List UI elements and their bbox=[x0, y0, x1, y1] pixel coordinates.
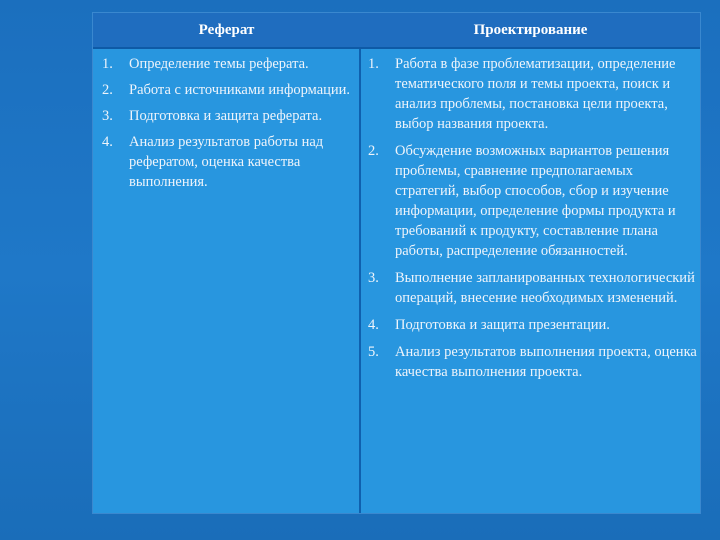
list-item-number: 3. bbox=[102, 108, 113, 124]
list-item-number: 2. bbox=[368, 143, 379, 159]
list-item-number: 4. bbox=[368, 317, 379, 333]
list-item bbox=[368, 141, 698, 261]
referat-steps-list bbox=[102, 54, 358, 198]
project-steps-list bbox=[368, 54, 698, 389]
list-item-text: Подготовка и защита реферата. bbox=[129, 108, 323, 124]
list-item-number: 1. bbox=[102, 56, 113, 72]
list-item-text: Обсуждение возможных вариантов решения проблемы, сравнение предполагаемых стратегий, выбор способов, сбор и изучение информации, определение формы продукта и требований к продукту, составление плана работы, распределение обязанностей. bbox=[395, 143, 676, 259]
list-item-text: Выполнение запланированных технологический операций, внесение необходимых изменений. bbox=[395, 270, 695, 306]
list-item bbox=[102, 106, 358, 126]
list-item-number: 2. bbox=[102, 82, 113, 98]
list-item bbox=[368, 268, 698, 308]
list-item-text: Анализ результатов выполнения проекта, оценка качества выполнения проекта. bbox=[395, 344, 697, 380]
list-item-text: Подготовка и защита презентации. bbox=[395, 317, 610, 333]
list-item-number: 4. bbox=[102, 134, 113, 150]
list-item-number: 5. bbox=[368, 344, 379, 360]
list-item bbox=[102, 80, 358, 100]
column-header-proektirovanie: Проектирование bbox=[473, 22, 588, 38]
list-item-text: Определение темы реферата. bbox=[129, 56, 309, 72]
list-item bbox=[102, 54, 358, 74]
list-item bbox=[368, 342, 698, 382]
list-item-number: 1. bbox=[368, 56, 379, 72]
column-header-referat: Реферат bbox=[198, 22, 255, 38]
list-item-text: Анализ результатов работы над рефератом, оценка качества выполнения. bbox=[129, 134, 324, 190]
list-item bbox=[102, 132, 358, 192]
list-item-text: Работа в фазе проблематизации, определение тематического поля и темы проекта, поиск и анализ проблемы, постановка цели проекта, выбор названия проекта. bbox=[395, 56, 676, 132]
list-item-text: Работа с источниками информации. bbox=[129, 82, 351, 98]
list-item-number: 3. bbox=[368, 270, 379, 286]
list-item bbox=[368, 315, 698, 335]
list-item bbox=[368, 54, 698, 134]
